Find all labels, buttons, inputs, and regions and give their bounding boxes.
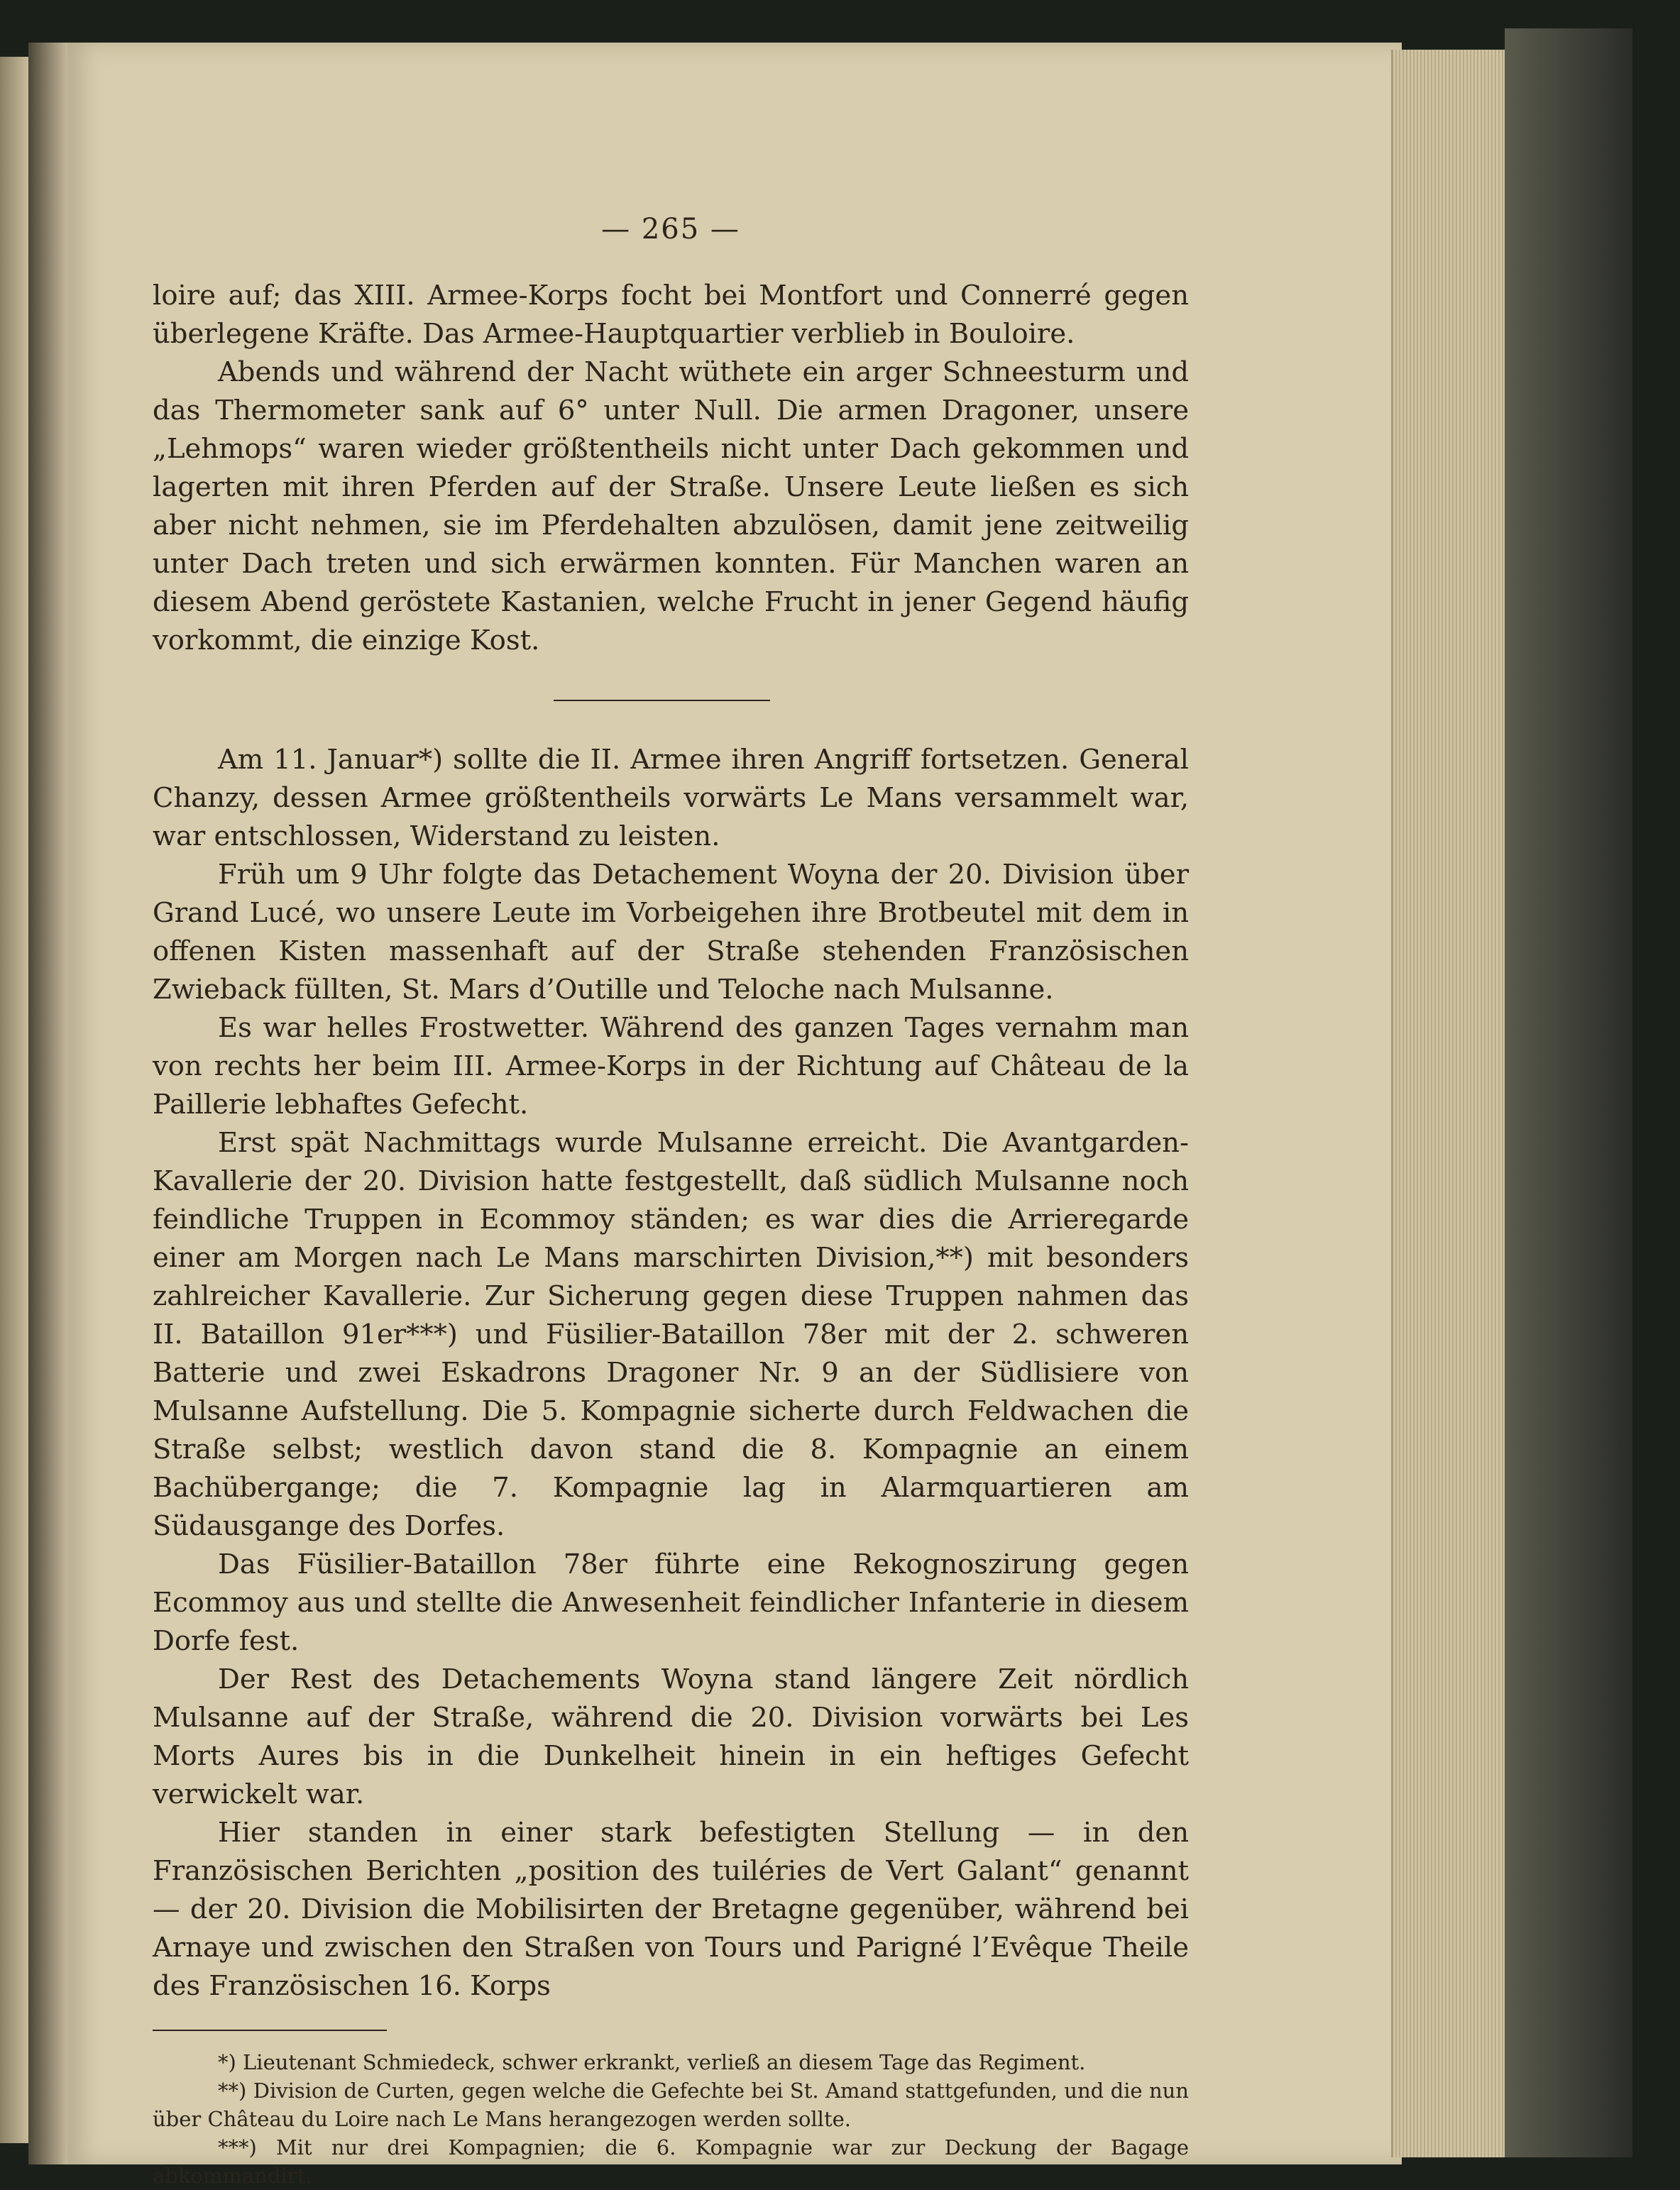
page-fore-edge [1391, 50, 1507, 2157]
paragraph: Erst spät Nachmittags wurde Mulsanne erreicht. Die Avantgarden-Kavallerie der 20. Division hatte festgestellt, daß südlich Mulsanne noch feindliche Truppen in Ecommoy ständen; es war dies die Arrieregarde einer am Morgen nach Le Mans marschirten Division,**) mit besonders zahlreicher Kavallerie. Zur Sicherung gegen diese Truppen nahmen das II. Bataillon 91er***) und Füsilier-Bataillon 78er mit der 2. schweren Batterie und zwei Eskadrons Dragoner Nr. 9 an der Südlisiere von Mulsanne Aufstellung. Die 5. Kompagnie sicherte durch Feldwachen die Straße selbst; westlich davon stand die 8. Kompagnie an einem Bachübergange; die 7. Kompagnie lag in Alarmquartieren am Südausgange des Dorfes. [153, 1127, 1189, 1542]
footnote: *) Lieutenant Schmiedeck, schwer erkrankt, verließ an diesem Tage das Regiment. [218, 2050, 1086, 2074]
section-divider [554, 700, 770, 701]
paragraph: loire auf; das XIII. Armee-Korps focht bei Montfort und Connerré gegen überlegene Kräfte. Das Armee-Hauptquartier verblieb in Bouloire. [153, 280, 1189, 350]
paragraph: Es war helles Frostwetter. Während des ganzen Tages vernahm man von rechts her beim III. Armee-Korps in der Richtung auf Château de la Paillerie lebhaftes Gefecht. [153, 1012, 1189, 1121]
paragraph: Früh um 9 Uhr folgte das Detachement Woyna der 20. Division über Grand Lucé, wo unsere Leute im Vorbeigehen ihre Brotbeutel mit dem in offenen Kisten massenhaft auf der Straße stehenden Französischen Zwieback füllten, St. Mars d’Outille und Teloche nach Mulsanne. [153, 859, 1189, 1006]
paragraph: Der Rest des Detachements Woyna stand längere Zeit nördlich Mulsanne auf der Straße, während die 20. Division vorwärts bei Les Morts Aures bis in die Dunkelheit hinein in ein heftiges Gefecht verwickelt war. [153, 1663, 1189, 1810]
footnote: **) Division de Curten, gegen welche die Gefechte bei St. Amand stattgefunden, und die nun über Château du Loire nach Le Mans herangezogen werden sollte. [153, 2079, 1189, 2131]
left-page-edge [0, 57, 30, 2143]
page-content [153, 213, 1189, 2190]
paragraph: Abends und während der Nacht wüthete ein arger Schneesturm und das Thermometer sank auf 6° unter Null. Die armen Dragoner, unsere „Lehmops“ waren wieder größtentheils nicht unter Dach gekommen und lagerten mit ihren Pferden auf der Straße. Unsere Leute ließen es sich aber nicht nehmen, sie im Pferdehalten abzulösen, damit jene zeitweilig unter Dach treten und sich erwärmen konnten. Für Manchen waren an diesem Abend geröstete Kastanien, welche Frucht in jener Gegend häufig vorkommt, die einzige Kost. [153, 356, 1189, 656]
footnote: ***) Mit nur drei Kompagnien; die 6. Kompagnie war zur Deckung der Bagage abkommandirt. [153, 2135, 1189, 2188]
footnote-divider [153, 2030, 387, 2031]
paragraph: Hier standen in einer stark befestigten Stellung — in den Französischen Berichten „position des tuiléries de Vert Galant“ genannt — der 20. Division die Mobilisirten der Bretagne gegenüber, während bei Arnaye und zwischen den Straßen von Tours und Parigné l’Evêque Theile des Französischen 16. Korps [153, 1817, 1189, 2002]
book-gutter [28, 43, 71, 2164]
page-number: — 265 — [601, 213, 740, 246]
book-cover [1505, 28, 1632, 2157]
paragraph: Am 11. Januar*) sollte die II. Armee ihren Angriff fortsetzen. General Chanzy, dessen Armee größtentheils vorwärts Le Mans versammelt war, war entschlossen, Widerstand zu leisten. [153, 744, 1189, 852]
paragraph: Das Füsilier-Bataillon 78er führte eine Rekognoszirung gegen Ecommoy aus und stellte die Anwesenheit feindlicher Infanterie in diesem Dorfe fest. [153, 1548, 1189, 1657]
